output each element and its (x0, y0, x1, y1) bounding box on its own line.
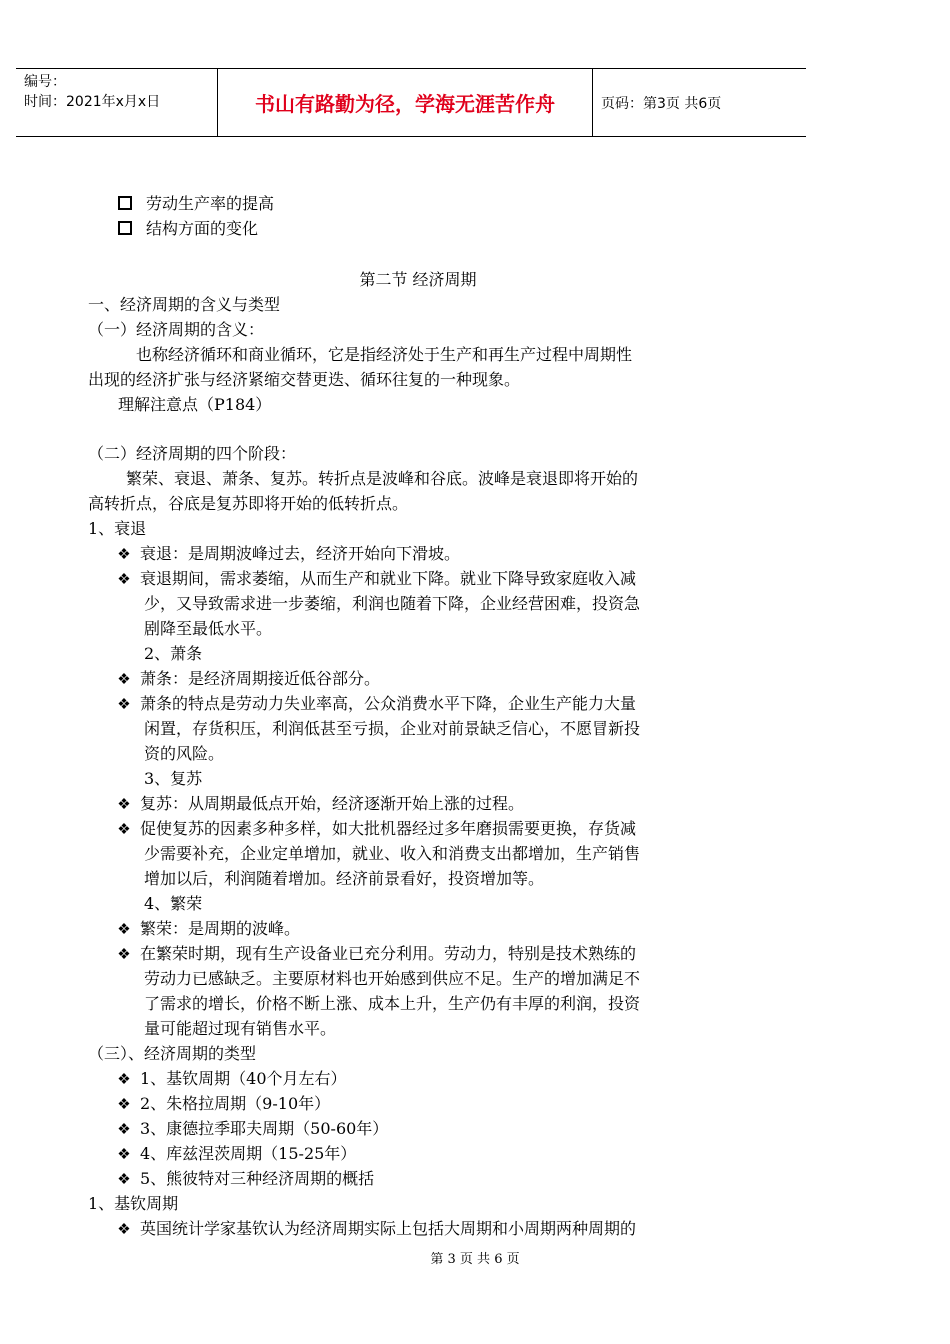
stage-title: 4、繁荣 (144, 894, 203, 913)
paragraph-line: 理解注意点（P184） (118, 395, 272, 414)
list-item: ❖ 复苏：从周期最低点开始，经济逐渐开始上涨的过程。 (114, 792, 524, 816)
paragraph-line: 增加以后，利润随着增加。经济前景看好，投资增加等。 (144, 869, 545, 888)
paragraph-line: 闲置，存货积压，利润低甚至亏损，企业对前景缺乏信心，不愿冒新投 (144, 719, 641, 738)
diamond-bullet-icon: ❖ (117, 545, 131, 563)
section-title: 第二节 经济周期 (359, 270, 477, 289)
list-item: ❖ 4、库兹涅茨周期（15-25年） (114, 1142, 356, 1166)
stage-title: 2、萧条 (144, 644, 203, 663)
diamond-bullet-icon: ❖ (117, 695, 131, 713)
diamond-bullet-icon: ❖ (117, 1070, 131, 1088)
diamond-bullet-icon: ❖ (117, 820, 131, 838)
list-item: ❖ 促使复苏的因素多种多样，如大批机器经过多年磨损需要更换，存货减 (114, 817, 636, 841)
list-item: 结构方面的变化 (118, 217, 258, 241)
list-item: ❖ 1、基钦周期（40个月左右） (114, 1067, 347, 1091)
paragraph-line: 出现的经济扩张与经济紧缩交替更迭、循环往复的一种现象。 (88, 370, 521, 389)
heading-definition: （一）经济周期的含义： (88, 320, 265, 339)
time-label: 时间：2021年x月x日 (24, 94, 161, 110)
diamond-bullet-icon: ❖ (117, 1120, 131, 1138)
diamond-bullet-icon: ❖ (117, 1170, 131, 1188)
paragraph-line: 劳动力已感缺乏。主要原材料也开始感到供应不足。生产的增加满足不 (144, 969, 641, 988)
list-item: ❖ 3、康德拉季耶夫周期（50-60年） (114, 1117, 388, 1141)
diamond-bullet-icon: ❖ (117, 795, 131, 813)
list-item: 劳动生产率的提高 (118, 192, 274, 216)
paragraph-line: 也称经济循环和商业循环，它是指经济处于生产和再生产过程中周期性 (136, 345, 633, 364)
diamond-bullet-icon: ❖ (117, 1095, 131, 1113)
paragraph-line: 了需求的增长，价格不断上涨、成本上升，生产仍有丰厚的利润，投资 (144, 994, 641, 1013)
checkbox-square-icon (118, 196, 132, 210)
paragraph-line: 高转折点，谷底是复苏即将开始的低转折点。 (88, 494, 409, 513)
diamond-bullet-icon: ❖ (117, 670, 131, 688)
heading-stages: （二）经济周期的四个阶段： (88, 444, 297, 463)
paragraph-line: 量可能超过现有销售水平。 (144, 1019, 337, 1038)
stage-title: 3、复苏 (144, 769, 203, 788)
list-item: ❖ 衰退期间，需求萎缩，从而生产和就业下降。就业下降导致家庭收入减 (114, 567, 636, 591)
stage-title: 1、衰退 (88, 519, 147, 538)
paragraph-line: 少，又导致需求进一步萎缩，利润也随着下降，企业经营困难，投资急 (144, 594, 641, 613)
diamond-bullet-icon: ❖ (117, 920, 131, 938)
paragraph-line: 剧降至最低水平。 (144, 619, 273, 638)
list-item: ❖ 萧条：是经济周期接近低谷部分。 (114, 667, 380, 691)
checkbox-square-icon (118, 221, 132, 235)
paragraph-line: 资的风险。 (144, 744, 225, 763)
list-item: ❖ 繁荣：是周期的波峰。 (114, 917, 300, 941)
list-item: ❖ 2、朱格拉周期（9-10年） (114, 1092, 330, 1116)
header-page-info: 页码：第3页 共6页 (601, 95, 722, 112)
list-item: ❖ 衰退：是周期波峰过去，经济开始向下滑坡。 (114, 542, 460, 566)
paragraph-line: 少需要补充，企业定单增加，就业、收入和消费支出都增加，生产销售 (144, 844, 641, 863)
diamond-bullet-icon: ❖ (117, 945, 131, 963)
subheading-kitchin: 1、基钦周期 (88, 1194, 179, 1213)
diamond-bullet-icon: ❖ (117, 1220, 131, 1238)
list-item: ❖ 英国统计学家基钦认为经济周期实际上包括大周期和小周期两种周期的 (114, 1217, 636, 1241)
diamond-bullet-icon: ❖ (117, 1145, 131, 1163)
list-item: ❖ 萧条的特点是劳动力失业率高，公众消费水平下降，企业生产能力大量 (114, 692, 636, 716)
diamond-bullet-icon: ❖ (117, 570, 131, 588)
header-left-cell (16, 69, 218, 136)
page-footer: 第 3 页 共 6 页 (430, 1252, 520, 1267)
heading-types: （三）、经济周期的类型 (88, 1044, 257, 1063)
header-motto: 书山有路勤为径，学海无涯苦作舟 (218, 69, 593, 136)
paragraph-line: 繁荣、衰退、萧条、复苏。转折点是波峰和谷底。波峰是衰退即将开始的 (126, 469, 639, 488)
heading-1: 一、经济周期的含义与类型 (88, 295, 281, 314)
list-item: ❖ 5、熊彼特对三种经济周期的概括 (114, 1167, 374, 1191)
number-label: 编号： (24, 74, 66, 90)
page-header (16, 68, 806, 137)
list-item: ❖ 在繁荣时期，现有生产设备业已充分利用。劳动力，特别是技术熟练的 (114, 942, 636, 966)
